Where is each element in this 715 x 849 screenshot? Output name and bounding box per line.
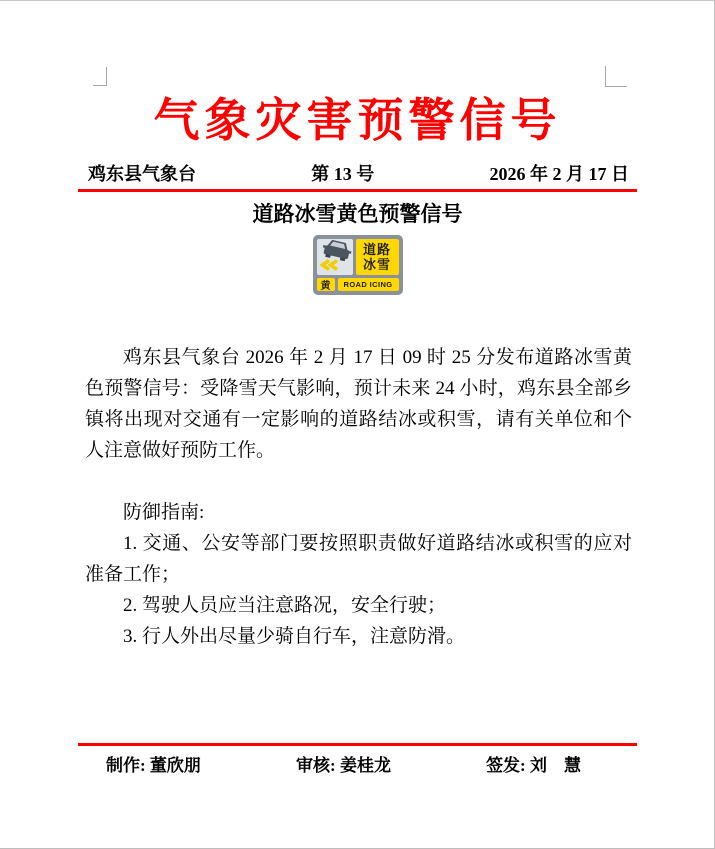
badge-level-yellow: 黄 [317,278,335,291]
road-icing-yellow-warning-badge [313,235,403,295]
red-divider-top [78,189,637,192]
maker-label: 制作: [106,756,146,775]
badge-chinese-label [356,239,399,275]
signer-name: 刘 慧 [529,756,581,775]
footer-reviewer [296,754,391,778]
guideline-item: 3. 行人外出尽量少骑自行车，注意防滑。 [123,626,466,647]
red-divider-bottom [78,743,637,746]
badge-label-line2: 冰雪 [362,257,391,272]
page-title: 气象灾害预警信号 [153,94,562,146]
reviewer-name: 姜桂龙 [339,756,391,775]
document-content [78,1,637,652]
badge-top-row [317,239,399,275]
guidelines-heading: 防御指南: [123,502,205,523]
badge-bottom-row [317,278,399,291]
badge-english-label: ROAD ICING [338,278,399,291]
skidding-car-icon [317,239,353,275]
document-footer [78,743,637,778]
badge-label-line1: 道路 [362,242,391,257]
signer-label: 签发: [486,756,526,775]
warning-badge-container [78,235,637,295]
footer-maker [106,754,201,778]
guideline-item: 2. 驾驶人员应当注意路况，安全行驶； [123,595,447,616]
guidelines-section [78,497,637,652]
maker-name: 董欣朋 [149,756,201,775]
warning-body-paragraph: 鸡东县气象台 2026 年 2 月 17 日 09 时 25 分发布道路冰雪黄色预警信号：受降雪天气影响，预计未来 24 小时，鸡东县全部乡镇将出现对交通有一定影响的道路结冰或积雪，请有关单位和个人注意做好预防工作。 [85,347,632,461]
masthead-issue-number: 第 13 号 [311,164,375,184]
reviewer-label: 审核: [296,756,336,775]
guideline-item: 1. 交通、公安等部门要按照职责做好道路结冰或积雪的应对准备工作； [85,533,632,585]
document-subtitle: 道路冰雪黄色预警信号 [252,202,463,226]
footer-signatures-row [78,754,637,778]
masthead-issue-date: 2026 年 2 月 17 日 [489,164,629,184]
masthead-row [78,161,637,187]
footer-signer [486,754,581,778]
masthead-issuer: 鸡东县气象台 [88,164,196,184]
